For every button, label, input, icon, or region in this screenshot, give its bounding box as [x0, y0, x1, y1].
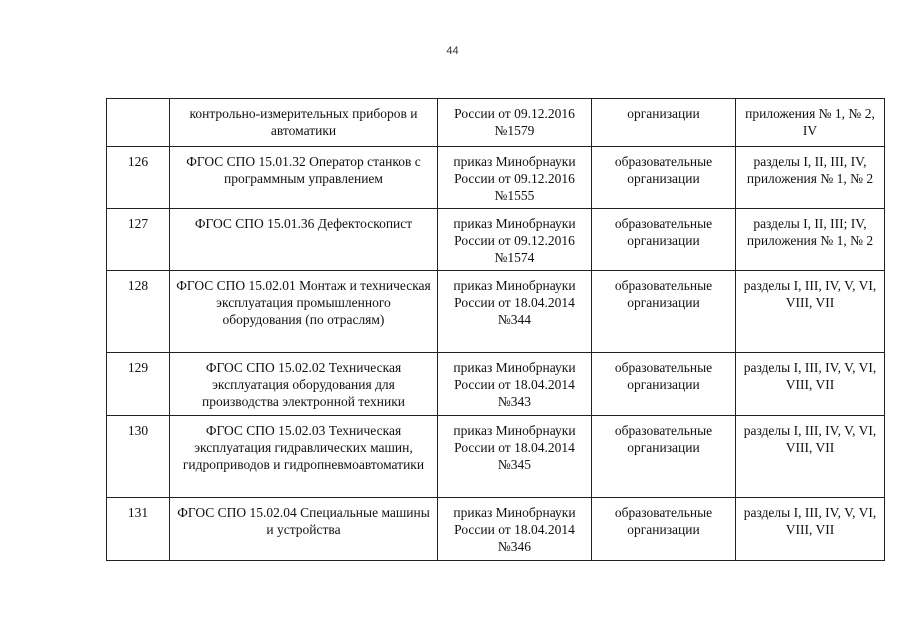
table-row [107, 99, 885, 147]
approving-document-cell: России от 09.12.2016 №1579 [438, 99, 592, 147]
page-number: 44 [446, 45, 459, 57]
sections-cell: разделы I, III, IV, V, VI, VIII, VII [736, 353, 885, 416]
organization-cell: образовательные организации [592, 271, 736, 353]
sections-cell: разделы I, III, IV, V, VI, VIII, VII [736, 271, 885, 353]
standard-name-cell: ФГОС СПО 15.02.01 Монтаж и техническая эксплуатация промышленного оборудования (по отраслям) [170, 271, 438, 353]
standards-table [106, 98, 885, 561]
table-row [107, 147, 885, 209]
sections-cell: разделы I, II, III, IV, приложения № 1, № 2 [736, 147, 885, 209]
organization-cell: образовательные организации [592, 147, 736, 209]
sections-cell: разделы I, III, IV, V, VI, VIII, VII [736, 416, 885, 498]
row-number-cell: 129 [107, 353, 170, 416]
row-number-cell: 128 [107, 271, 170, 353]
row-number-cell: 126 [107, 147, 170, 209]
organization-cell: образовательные организации [592, 353, 736, 416]
table-row [107, 271, 885, 353]
sections-cell: приложения № 1, № 2, IV [736, 99, 885, 147]
approving-document-cell: приказ Минобрнауки России от 18.04.2014 №346 [438, 498, 592, 561]
standard-name-cell: контрольно-измерительных приборов и автоматики [170, 99, 438, 147]
table-row [107, 498, 885, 561]
sections-cell: разделы I, III, IV, V, VI, VIII, VII [736, 498, 885, 561]
organization-cell: образовательные организации [592, 209, 736, 271]
table-row [107, 209, 885, 271]
table-row [107, 416, 885, 498]
organization-cell: образовательные организации [592, 498, 736, 561]
organization-cell: организации [592, 99, 736, 147]
row-number-cell [107, 99, 170, 147]
standard-name-cell: ФГОС СПО 15.02.02 Техническая эксплуатация оборудования для производства электронной техники [170, 353, 438, 416]
standard-name-cell: ФГОС СПО 15.01.32 Оператор станков с программным управлением [170, 147, 438, 209]
standard-name-cell: ФГОС СПО 15.02.04 Специальные машины и устройства [170, 498, 438, 561]
standard-name-cell: ФГОС СПО 15.02.03 Техническая эксплуатация гидравлических машин, гидроприводов и гидропневмоавтоматики [170, 416, 438, 498]
row-number-cell: 131 [107, 498, 170, 561]
approving-document-cell: приказ Минобрнауки России от 18.04.2014 №343 [438, 353, 592, 416]
approving-document-cell: приказ Минобрнауки России от 18.04.2014 №345 [438, 416, 592, 498]
sections-cell: разделы I, II, III; IV, приложения № 1, № 2 [736, 209, 885, 271]
approving-document-cell: приказ Минобрнауки России от 18.04.2014 №344 [438, 271, 592, 353]
approving-document-cell: приказ Минобрнауки России от 09.12.2016 №1574 [438, 209, 592, 271]
standard-name-cell: ФГОС СПО 15.01.36 Дефектоскопист [170, 209, 438, 271]
row-number-cell: 127 [107, 209, 170, 271]
table-row [107, 353, 885, 416]
organization-cell: образовательные организации [592, 416, 736, 498]
approving-document-cell: приказ Минобрнауки России от 09.12.2016 №1555 [438, 147, 592, 209]
row-number-cell: 130 [107, 416, 170, 498]
